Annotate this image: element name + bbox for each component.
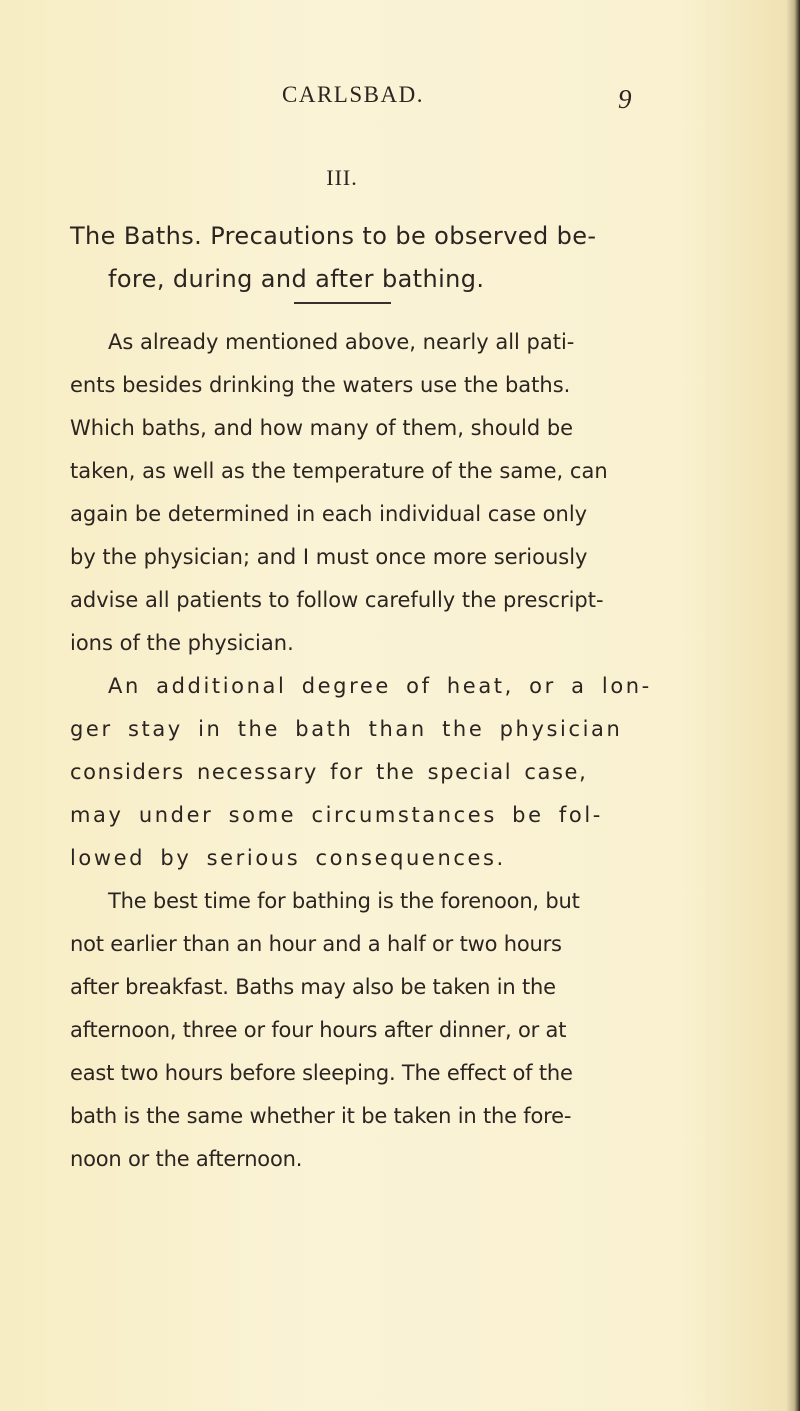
text-line: east two hours before sleeping. The effect of the: [70, 1061, 573, 1085]
text-line: by the physician; and I must once more seriously: [70, 545, 588, 569]
text-line: ger stay in the bath than the physician: [70, 717, 623, 741]
text-line: advise all patients to follow carefully the prescript-: [70, 588, 604, 612]
text-line: may under some circumstances be fol-: [70, 803, 603, 827]
text-line: As already mentioned above, nearly all pati-: [108, 330, 575, 354]
running-head: CARLSBAD.: [282, 82, 424, 107]
chapter-title-line: The Baths. Precautions to be observed be-: [70, 222, 597, 250]
text-line: taken, as well as the temperature of the same, can: [70, 459, 608, 483]
page-edge-shadow: [786, 0, 800, 1411]
page-number: 9: [618, 84, 632, 114]
text-line: after breakfast. Baths may also be taken in the: [70, 975, 556, 999]
section-rule: [294, 302, 391, 304]
text-line: The best time for bathing is the forenoon, but: [108, 889, 580, 913]
text-line: lowed by serious consequences.: [70, 846, 506, 870]
text-line: bath is the same whether it be taken in the fore-: [70, 1104, 572, 1128]
chapter-number: III.: [326, 165, 358, 190]
chapter-title: [70, 214, 670, 300]
text-line: afternoon, three or four hours after dinner, or at: [70, 1018, 567, 1042]
text-line: noon or the afternoon.: [70, 1147, 303, 1171]
text-line: ents besides drinking the waters use the baths.: [70, 373, 571, 397]
paragraph: [70, 321, 660, 665]
text-line: considers necessary for the special case,: [70, 760, 588, 784]
text-line: Which baths, and how many of them, should be: [70, 416, 574, 440]
text-line: ions of the physician.: [70, 631, 294, 655]
paragraph: [70, 665, 660, 880]
text-line: An additional degree of heat, or a lon-: [108, 674, 652, 698]
text-line: not earlier than an hour and a half or two hours: [70, 932, 562, 956]
body-text: [70, 321, 660, 1181]
paragraph: [70, 880, 660, 1181]
text-line: again be determined in each individual case only: [70, 502, 588, 526]
chapter-title-line: fore, during and after bathing.: [108, 265, 485, 293]
